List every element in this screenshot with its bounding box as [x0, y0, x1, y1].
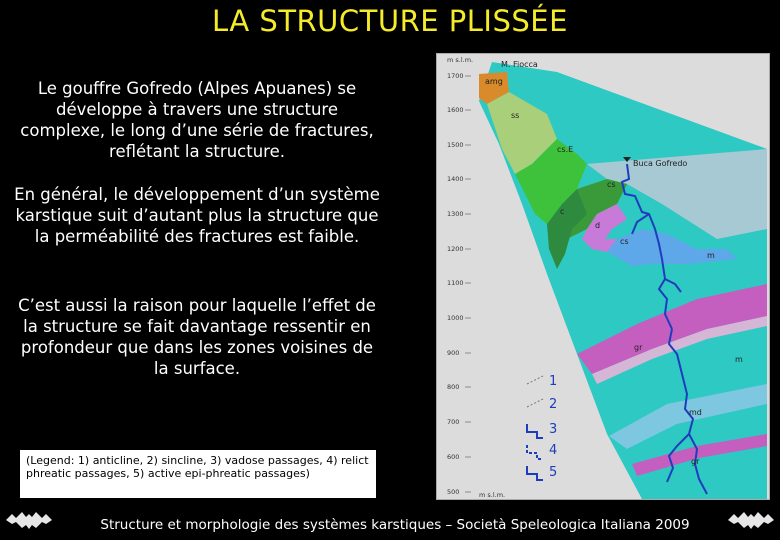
label-gr-2: gr: [691, 457, 700, 466]
legend-box: (Legend: 1) anticline, 2) sincline, 3) vadose passages, 4) relict phreatic passages, 5) active epi-phreatic passages): [20, 450, 376, 498]
axis-unit-bottom: m s.l.m.: [479, 491, 506, 499]
legend-num-2: 2: [549, 397, 558, 412]
bat-logo-icon: [4, 506, 54, 536]
label-amg: amg: [485, 77, 503, 86]
label-gr-1: gr: [634, 343, 643, 352]
legend-num-4: 4: [549, 443, 558, 458]
legend-anticline-symbol: [527, 376, 543, 384]
geological-cross-section: [436, 53, 770, 500]
page-title: LA STRUCTURE PLISSÉE: [212, 4, 568, 38]
label-cse: cs.E: [557, 145, 574, 154]
tick-600: 600: [447, 453, 460, 461]
label-m-1: m: [707, 251, 715, 260]
tick-800: 800: [447, 383, 460, 391]
axis-unit-top: m s.l.m.: [447, 56, 474, 64]
tick-1700: 1700: [447, 72, 464, 80]
legend-num-5: 5: [549, 465, 558, 480]
tick-1600: 1600: [447, 106, 464, 114]
tick-900: 900: [447, 349, 460, 357]
label-d: d: [595, 221, 601, 230]
paragraph-3: C’est aussi la raison pour laquelle l’effet de la structure se fait davantage ressentir en profondeur que dans les zones voisines de la surface.: [18, 296, 376, 378]
legend-active-symbol: [527, 466, 543, 480]
paragraph-1: Le gouffre Gofredo (Alpes Apuanes) se développe à travers une structure complexe, le long d’une série de fractures, reflétant la structure.: [20, 79, 374, 161]
tick-1300: 1300: [447, 210, 464, 218]
label-m-fiocca: M. Fiocca: [501, 60, 538, 69]
legend-vadose-symbol: [527, 424, 543, 438]
legend-num-1: 1: [549, 374, 558, 389]
tick-500: 500: [447, 488, 460, 496]
label-md: md: [689, 408, 702, 417]
footer-credit: Structure et morphologie des systèmes karstiques – Società Speleologica Italiana 2009: [100, 517, 690, 533]
tick-1200: 1200: [447, 245, 464, 253]
label-cs-2: cs: [620, 237, 629, 246]
label-ss: ss: [511, 111, 520, 120]
legend-syncline-symbol: [527, 399, 543, 407]
tick-1400: 1400: [447, 175, 464, 183]
tick-700: 700: [447, 418, 460, 426]
figure-legend: [527, 374, 557, 480]
label-c: c: [560, 207, 565, 216]
tick-1500: 1500: [447, 141, 464, 149]
legend-relict-symbol: [527, 445, 543, 459]
label-buca-gofredo: Buca Gofredo: [633, 159, 688, 168]
tick-marks: [465, 76, 471, 492]
paragraph-2: En général, le développement d’un système karstique suit d’autant plus la structure que la perméabilité des fractures est faible.: [14, 185, 380, 246]
label-cs-1: cs: [607, 180, 616, 189]
label-m-2: m: [735, 355, 743, 364]
cross-section-svg: [437, 54, 770, 500]
tick-1100: 1100: [447, 279, 464, 287]
tick-1000: 1000: [447, 314, 464, 322]
bat-logo-icon: [726, 506, 776, 536]
legend-num-3: 3: [549, 422, 558, 437]
